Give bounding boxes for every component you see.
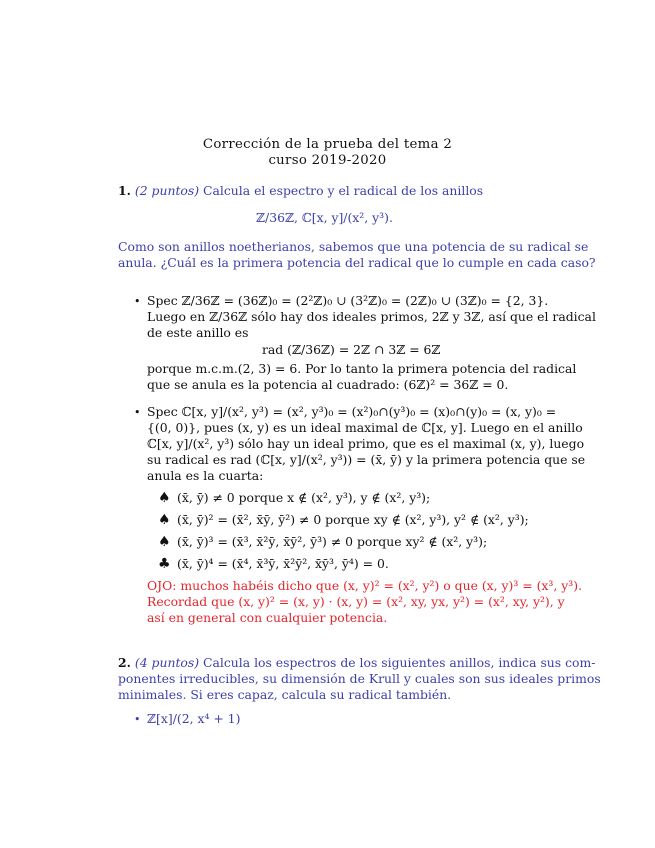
question-2-item-1: ℤ[x]/(2, x⁴ + 1) bbox=[147, 711, 241, 726]
answer-1b-line-2: {(0, 0)}, pues (x, y) es un ideal maximal de ℂ[x, y]. Luego en el anillo bbox=[147, 420, 583, 435]
bullet-icon: • bbox=[134, 713, 141, 726]
question-1-prompt: Calcula el espectro y el radical de los anillos bbox=[203, 183, 484, 198]
club-icon: ♣ bbox=[158, 556, 171, 572]
answer-1a-line-4: porque m.c.m.(2, 3) = 6. Por lo tanto la primera potencia del radical bbox=[147, 361, 577, 376]
answer-1a-line-3: de este anillo es bbox=[147, 325, 249, 340]
question-1-text-line-2: anula. ¿Cuál es la primera potencia del radical que lo cumple en cada caso? bbox=[118, 255, 596, 270]
answer-1b-line-5: anula es la cuarta: bbox=[147, 468, 264, 483]
question-2-text-line-1: Calcula los espectros de los siguientes anillos, indica sus com- bbox=[203, 655, 596, 670]
document-course: curso 2019-2020 bbox=[268, 153, 387, 168]
bullet-icon: • bbox=[134, 406, 141, 419]
answer-1b-item-1: (x̄, ȳ) ≠ 0 porque x ∉ (x², y³), y ∉ (x², y³); bbox=[177, 490, 431, 505]
question-2-text-line-2: ponentes irreducibles, su dimensión de Krull y cuales son sus ideales primos bbox=[118, 671, 601, 686]
question-2-text-line-3: minimales. Si eres capaz, calcula su radical también. bbox=[118, 687, 452, 702]
question-1-rings: ℤ/36ℤ, ℂ[x, y]/(x², y³). bbox=[256, 210, 393, 225]
answer-1b-line-3: ℂ[x, y]/(x², y³) sólo hay un ideal primo, que es el maximal (x, y), luego bbox=[147, 436, 585, 451]
warning-note-line-2: Recordad que (x, y)² = (x, y) · (x, y) = (x², xy, yx, y²) = (x², xy, y²), y bbox=[147, 594, 565, 609]
answer-1b-item-4: (x̄, ȳ)⁴ = (x̄⁴, x̄³ȳ, x̄²ȳ², x̄ȳ³, ȳ⁴) = 0. bbox=[177, 556, 389, 571]
document-title: Corrección de la prueba del tema 2 bbox=[202, 137, 453, 152]
answer-1b-line-1: Spec ℂ[x, y]/(x², y³) = (x², y³)₀ = (x²)₀∩(y³)₀ = (x)₀∩(y)₀ = (x, y)₀ = bbox=[147, 404, 557, 419]
answer-1b-item-3: (x̄, ȳ)³ = (x̄³, x̄²ȳ, x̄ȳ², ȳ³) ≠ 0 porque xy² ∉ (x², y³); bbox=[177, 534, 488, 549]
question-1-text-line-1: Como son anillos noetherianos, sabemos que una potencia de su radical se bbox=[118, 239, 589, 254]
answer-1b-item-2: (x̄, ȳ)² = (x̄², x̄ȳ, ȳ²) ≠ 0 porque xy ∉ (x², y³), y² ∉ (x², y³); bbox=[177, 512, 529, 527]
bullet-icon: • bbox=[134, 295, 141, 308]
question-1-points: (2 puntos) bbox=[134, 183, 200, 198]
answer-1a-equation: rad (ℤ/36ℤ) = 2ℤ ∩ 3ℤ = 6ℤ bbox=[262, 342, 441, 357]
answer-1a-line-2: Luego en ℤ/36ℤ sólo hay dos ideales primos, 2ℤ y 3ℤ, así que el radical bbox=[147, 309, 596, 324]
question-1-heading bbox=[118, 183, 483, 199]
question-2-number: 2. bbox=[118, 655, 131, 670]
spade-icon: ♠ bbox=[158, 512, 171, 528]
spade-icon: ♠ bbox=[158, 490, 171, 506]
spade-icon: ♠ bbox=[158, 534, 171, 550]
warning-note-line-3: así en general con cualquier potencia. bbox=[147, 610, 388, 625]
question-2-heading bbox=[118, 655, 595, 671]
answer-1b-line-4: su radical es rad (ℂ[x, y]/(x², y³)) = (x̄, ȳ) y la primera potencia que se bbox=[147, 452, 586, 467]
question-1-number: 1. bbox=[118, 183, 131, 198]
answer-1a-line-1: Spec ℤ/36ℤ = (36ℤ)₀ = (2²ℤ)₀ ∪ (3²ℤ)₀ = (2ℤ)₀ ∪ (3ℤ)₀ = {2, 3}. bbox=[147, 293, 549, 308]
warning-note-line-1: OJO: muchos habéis dicho que (x, y)² = (x², y²) o que (x, y)³ = (x³, y³). bbox=[147, 578, 583, 593]
question-2-points: (4 puntos) bbox=[134, 655, 200, 670]
answer-1a-line-5: que se anula es la potencia al cuadrado: (6ℤ)² = 36ℤ = 0. bbox=[147, 377, 509, 392]
